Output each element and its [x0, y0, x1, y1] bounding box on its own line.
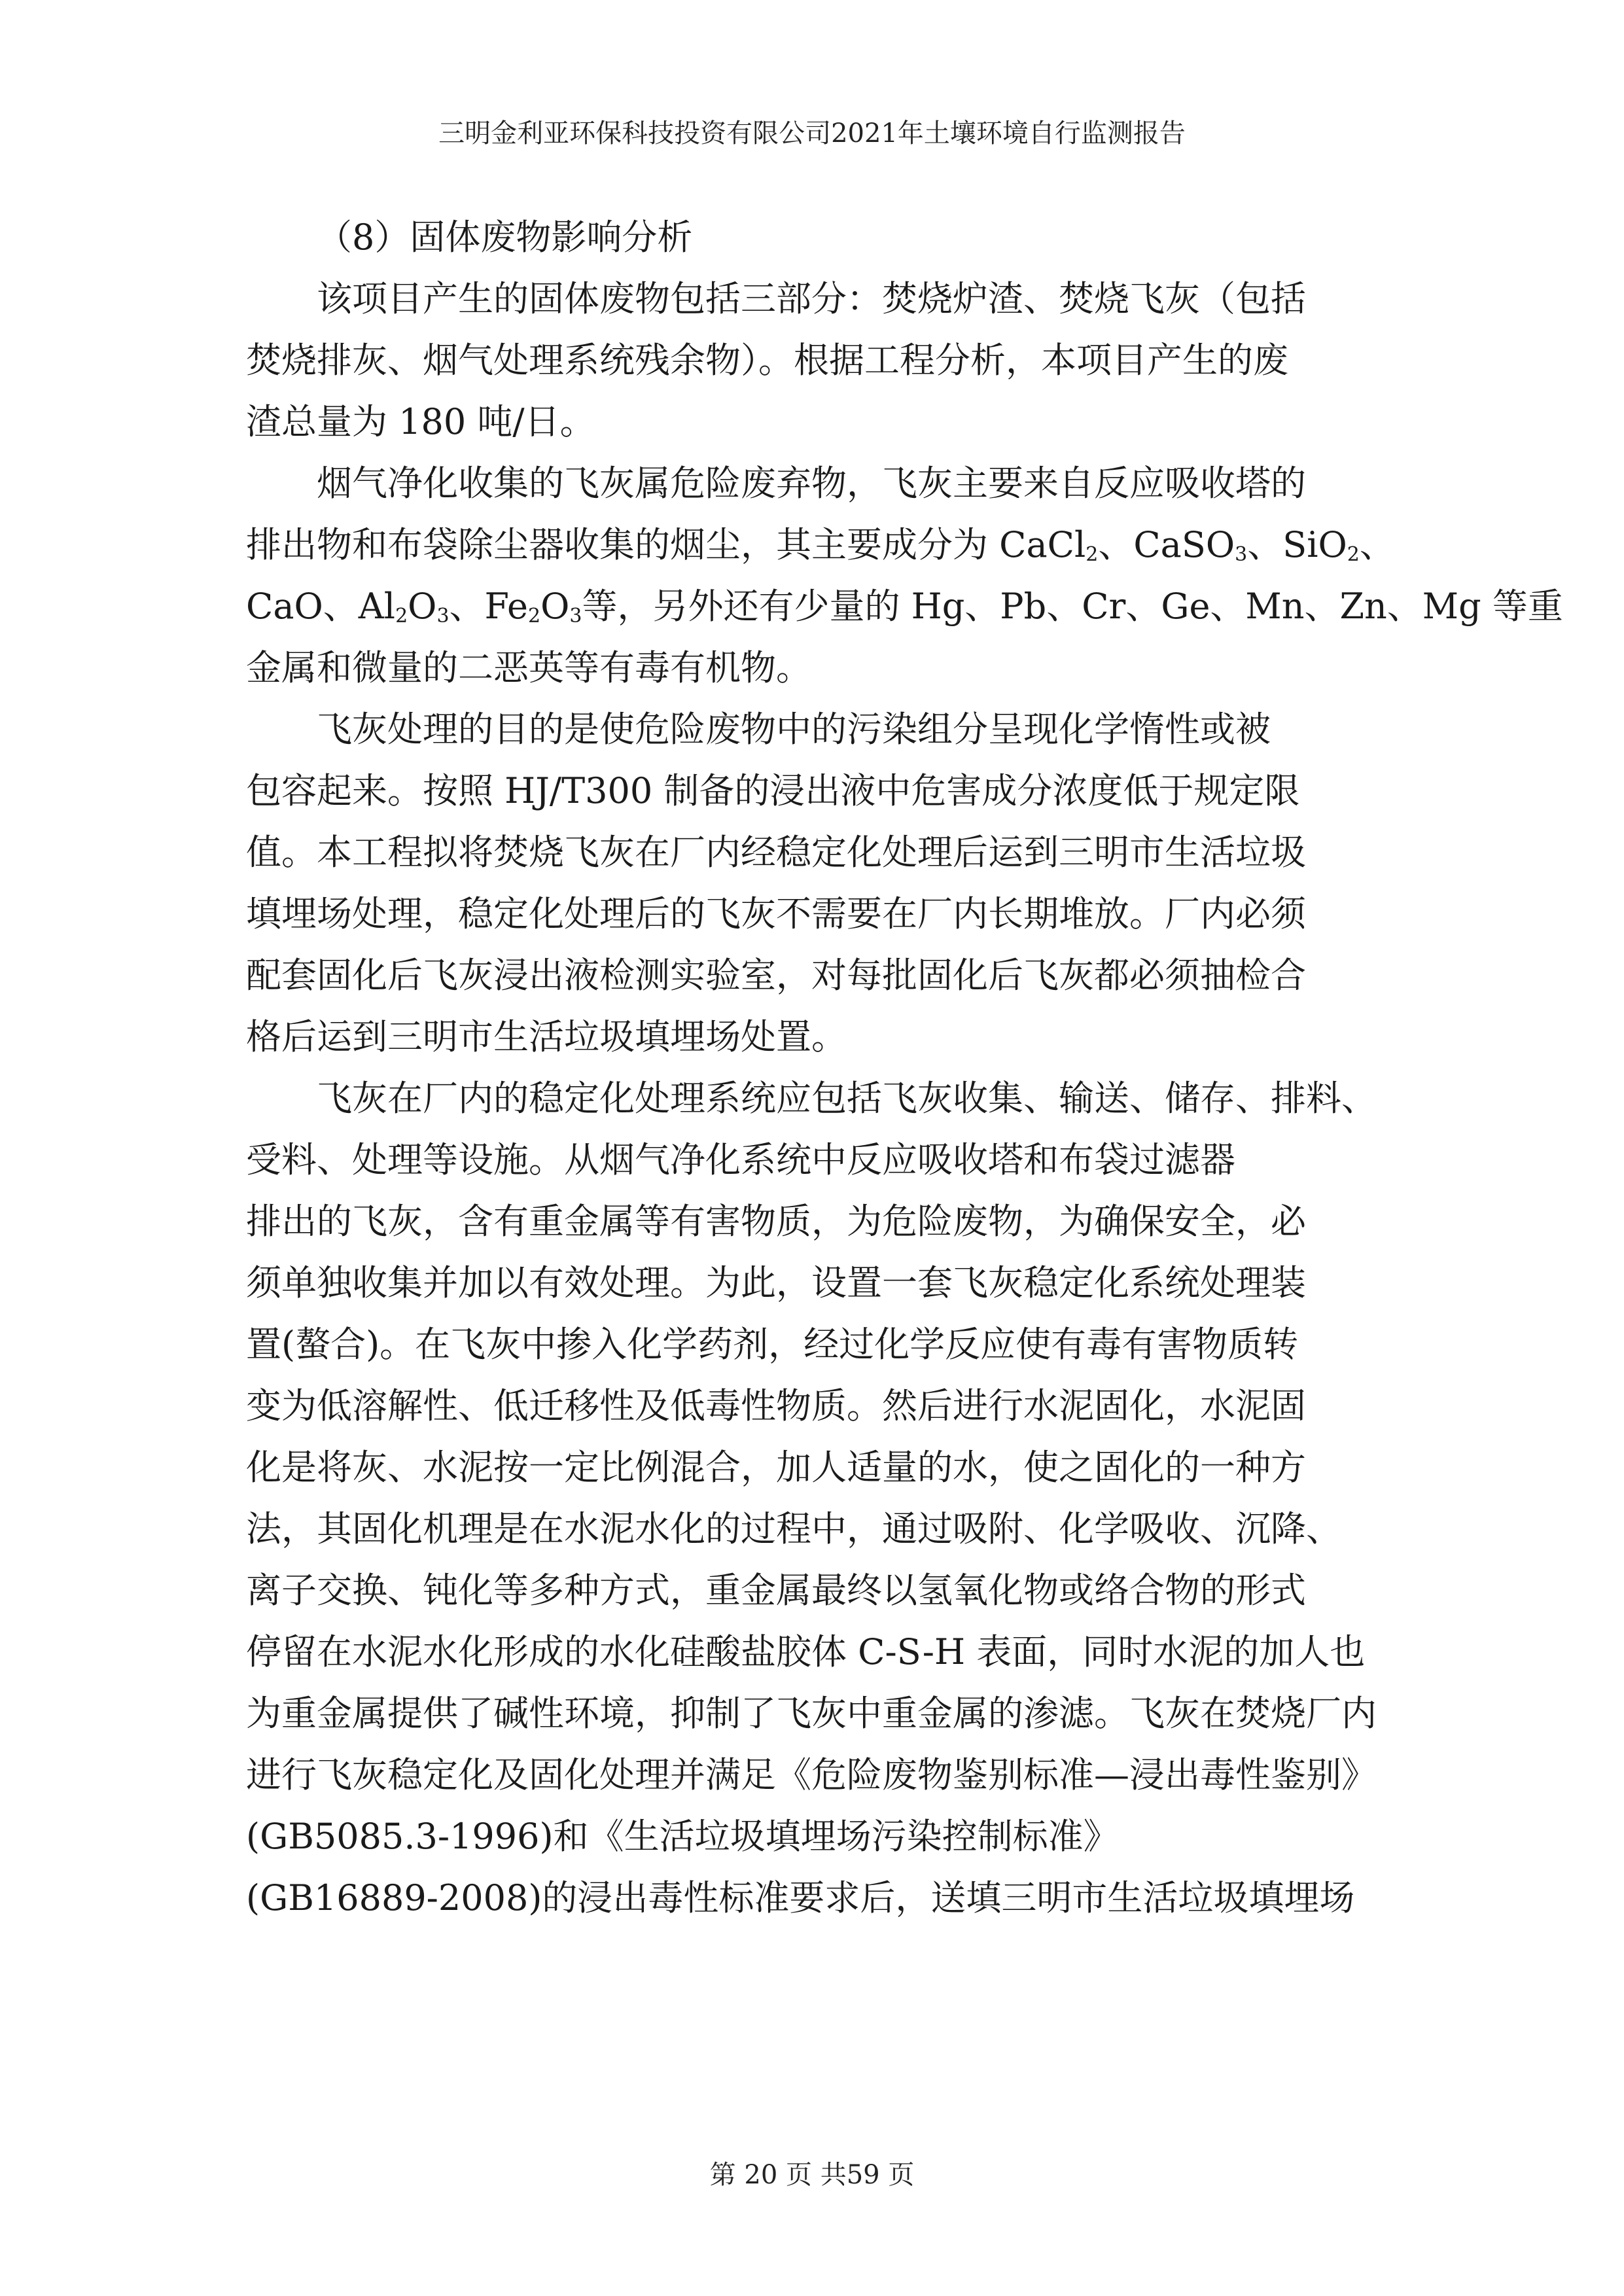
paragraph-line: 飞灰处理的目的是使危险废物中的污染组分呈现化学惰性或被: [317, 709, 1271, 750]
paragraph-line: 烟气净化收集的飞灰属危险废弃物，飞灰主要来自反应吸收塔的: [317, 463, 1306, 504]
text-span: 等，另外还有少量的 Hg、Pb、Cr、Ge、Mn、Zn、Mg 等重: [582, 586, 1563, 627]
header-rule: [246, 157, 1378, 158]
paragraph-line: 排出的飞灰，含有重金属等有害物质，为危险废物，为确保安全，必: [246, 1201, 1306, 1242]
paragraph-line: 离子交换、钝化等多种方式，重金属最终以氢氧化物或络合物的形式: [246, 1570, 1306, 1611]
text-span: 、CaSO: [1098, 524, 1235, 565]
paragraph-line: (GB16889-2008)的浸出毒性标准要求后，送填三明市生活垃圾填埋场: [246, 1877, 1355, 1918]
paragraph-line: 渣总量为 180 吨/日。: [246, 401, 595, 442]
page-content: [246, 207, 1563, 1929]
text-span: O: [540, 586, 570, 627]
paragraph-line: 配套固化后飞灰浸出液检测实验室，对每批固化后飞灰都必须抽检合: [246, 955, 1306, 996]
text-span: CaO、Al: [246, 586, 396, 627]
page-header: 三明金利亚环保科技投资有限公司2021年土壤环境自行监测报告: [438, 118, 1186, 149]
text-span: 排出物和布袋除尘器收集的烟尘，其主要成分为 CaCl: [246, 524, 1086, 565]
paragraph-line: 该项目产生的固体废物包括三部分：焚烧炉渣、焚烧飞灰（包括: [317, 278, 1306, 319]
subscript: 2: [395, 605, 408, 627]
paragraph-line: (GB5085.3-1996)和《生活垃圾填埋场污染控制标准》: [246, 1816, 1119, 1857]
text-span: 、SiO: [1247, 524, 1347, 565]
paragraph-line: 值。本工程拟将焚烧飞灰在厂内经稳定化处理后运到三明市生活垃圾: [246, 832, 1306, 873]
paragraph-line: 格后运到三明市生活垃圾填埋场处置。: [246, 1016, 847, 1057]
subscript: 2: [1347, 543, 1360, 566]
paragraph-line: [246, 514, 1450, 576]
subscript: 3: [569, 605, 582, 627]
paragraph-line: 受料、处理等设施。从烟气净化系统中反应吸收塔和布袋过滤器: [246, 1139, 1235, 1180]
paragraph-line: 停留在水泥水化形成的水化硅酸盐胶体 C-S-H 表面，同时水泥的加人也: [246, 1631, 1366, 1672]
subscript: 3: [1235, 543, 1248, 566]
subscript: 3: [436, 605, 450, 627]
paragraph-line: [246, 576, 1563, 637]
paragraph-line: 飞灰在厂内的稳定化处理系统应包括飞灰收集、输送、储存、排料、: [317, 1078, 1377, 1119]
subscript: 2: [528, 605, 541, 627]
text-span: 、Fe: [449, 586, 529, 627]
paragraph-line: 金属和微量的二恶英等有毒有机物。: [246, 647, 811, 688]
paragraph-line: 为重金属提供了碱性环境，抑制了飞灰中重金属的渗滤。飞灰在焚烧厂内: [246, 1693, 1377, 1734]
paragraph-line: 法，其固化机理是在水泥水化的过程中，通过吸附、化学吸收、沉降、: [246, 1508, 1341, 1549]
paragraph-line: 变为低溶解性、低迁移性及低毒性物质。然后进行水泥固化，水泥固: [246, 1385, 1306, 1426]
paragraph-line: 填埋场处理，稳定化处理后的飞灰不需要在厂内长期堆放。厂内必须: [246, 893, 1306, 934]
paragraph-line: 焚烧排灰、烟气处理系统残余物）。根据工程分析，本项目产生的废: [246, 340, 1288, 381]
text-span: 、: [1359, 524, 1395, 565]
paragraph-line: 进行飞灰稳定化及固化处理并满足《危险废物鉴别标准—浸出毒性鉴别》: [246, 1754, 1377, 1795]
subscript: 2: [1086, 543, 1099, 566]
text-span: O: [408, 586, 437, 627]
paragraph-line: 置(螯合)。在飞灰中掺入化学药剂，经过化学反应使有毒有害物质转: [246, 1324, 1299, 1365]
section-heading: （8）固体废物影响分析: [317, 217, 693, 258]
paragraph-line: 化是将灰、水泥按一定比例混合，加人适量的水，使之固化的一种方: [246, 1447, 1306, 1488]
paragraph-line: 包容起来。按照 HJ/T300 制备的浸出液中危害成分浓度低于规定限: [246, 770, 1300, 811]
paragraph-line: 须单独收集并加以有效处理。为此，设置一套飞灰稳定化系统处理装: [246, 1262, 1306, 1303]
page-footer: 第 20 页 共59 页: [709, 2160, 915, 2190]
